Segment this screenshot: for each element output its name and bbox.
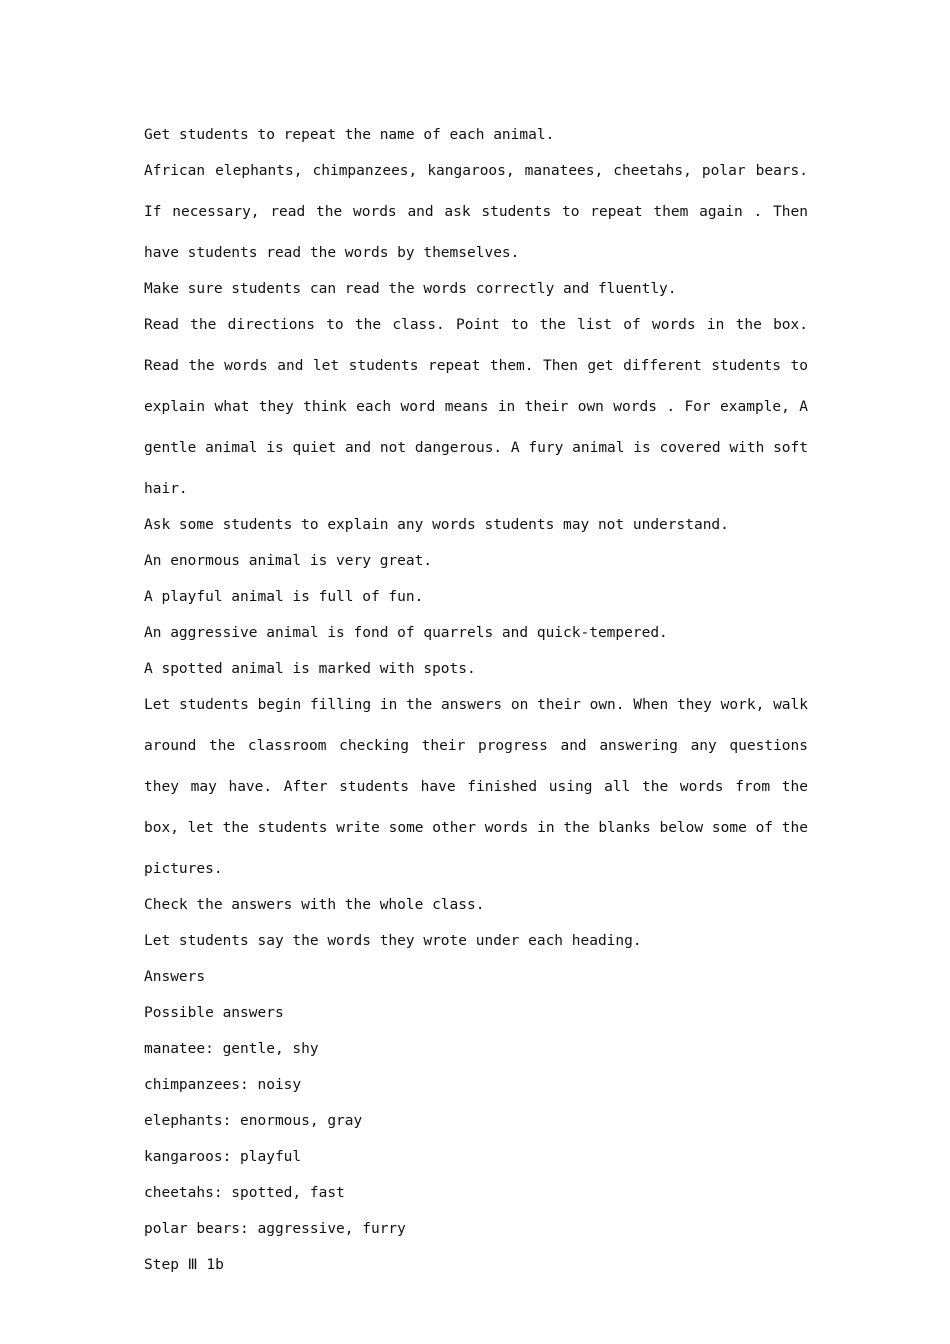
answer-chimpanzees: chimpanzees: noisy: [144, 1077, 302, 1093]
paragraph-read-fluently: Make sure students can read the words correctly and fluently.: [144, 281, 677, 297]
paragraph-explain-words: Ask some students to explain any words students may not understand.: [144, 517, 729, 533]
document-page: [144, 125, 808, 1291]
answer-manatee: manatee: gentle, shy: [144, 1041, 319, 1057]
paragraph-spotted: A spotted animal is marked with spots.: [144, 661, 476, 677]
paragraph-check-answers: Check the answers with the whole class.: [144, 897, 485, 913]
heading-answers: Answers: [144, 969, 206, 985]
paragraph-fill-answers: Let students begin filling in the answers on their own. When they work, walk around the classroom checking their progress and answering any questions they may have. After students have finished using all the words from the box, let the students write some other words in the blanks below some of the pictures.: [144, 697, 808, 877]
heading-step-3-1b: Step Ⅲ 1b: [144, 1257, 224, 1273]
paragraph-aggressive: An aggressive animal is fond of quarrels and quick-tempered.: [144, 625, 668, 641]
heading-possible-answers: Possible answers: [144, 1005, 284, 1021]
answer-elephants: elephants: enormous, gray: [144, 1113, 363, 1129]
paragraph-say-words: Let students say the words they wrote under each heading.: [144, 933, 642, 949]
answer-cheetahs: cheetahs: spotted, fast: [144, 1185, 345, 1201]
paragraph-animal-list: African elephants, chimpanzees, kangaroos, manatees, cheetahs, polar bears. If necessary, read the words and ask students to repeat them again . Then have students read the words by themselves.: [144, 163, 808, 261]
paragraph-directions: Read the directions to the class. Point to the list of words in the box. Read the words and let students repeat them. Then get different students to explain what they think each word means in their own words . For example, A gentle animal is quiet and not dangerous. A fury animal is covered with soft hair.: [144, 317, 808, 497]
answer-polar-bears: polar bears: aggressive, furry: [144, 1221, 406, 1237]
paragraph-enormous: An enormous animal is very great.: [144, 553, 433, 569]
paragraph-instruction-repeat: Get students to repeat the name of each animal.: [144, 127, 555, 143]
answer-kangaroos: kangaroos: playful: [144, 1149, 302, 1165]
paragraph-playful: A playful animal is full of fun.: [144, 589, 424, 605]
